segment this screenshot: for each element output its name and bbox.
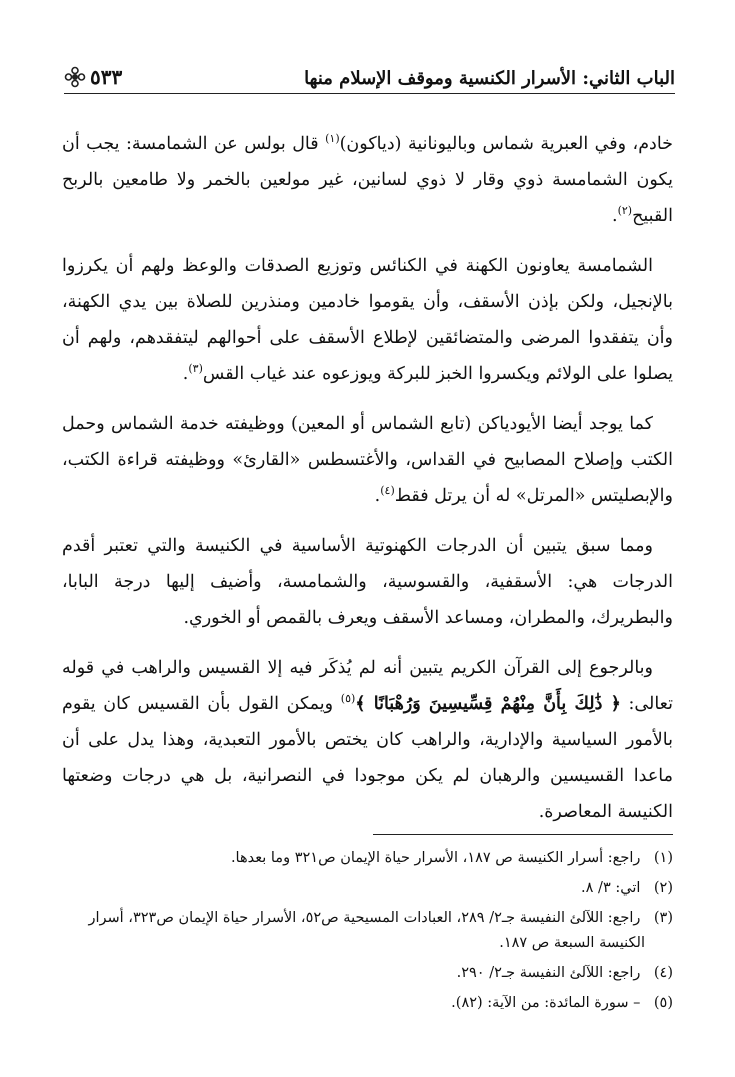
- paragraph: الشمامسة يعاونون الكهنة في الكنائس وتوزيع الصدقات والوعظ ولهم أن يكرزوا بالإنجيل، ولكن بإذن الأسقف، وأن يقوموا خادمين ومنذرين للصلاة بين يدي الكهنة، وأن يتفقدوا المرضى والمتضائقين لإطلاع الأسقف على أحوالهم ليتفقدهم، ولهم أن يصلوا على الولائم ويكسروا الخبز للبركة ويوزعوه عند غياب القس$^{(٣)}$.: [62, 256, 673, 384]
- floral-ornament-icon: [64, 66, 86, 88]
- paragraph: وبالرجوع إلى القرآن الكريم يتبين أنه لم يُذكَر فيه إلا القسيس والراهب في قوله تعالى: ﴿ ذَٰلِكَ بِأَنَّ مِنْهُمْ قِسِّيسِينَ وَرُهْبَانًا ﴾$^{(٥)}$ ويمكن القول بأن القسيس كان يقوم بالأمور السياسية والإدارية، والراهب كان يختص بالأمور التعبدية، وهذا يدل على أن ماعدا القسيسين والرهبان لم يكن موجودا في النصرانية، بل هي درجات وضعتها الكنيسة المعاصرة.: [62, 658, 673, 822]
- paragraph: ومما سبق يتبين أن الدرجات الكهنوتية الأساسية في الكنيسة والتي تعتبر أقدم الدرجات هي: الأسقفية، والقسوسية، والشمامسة، وأضيف إليها درجة البابا، والبطريرك، والمطران، ومساعد الأسقف ويعرف بالقمص أو الخوري.: [62, 536, 673, 628]
- quran-verse: ﴿ ذَٰلِكَ بِأَنَّ مِنْهُمْ قِسِّيسِينَ وَرُهْبَانًا ﴾: [355, 694, 621, 714]
- footnote-ref: (٢): [617, 204, 633, 218]
- footnotes: [62, 846, 673, 1021]
- footnote-item: (٢) اتي: ٣/ ٨.: [581, 880, 673, 896]
- footnote-ref: (٥): [340, 692, 356, 706]
- page-number-block: [64, 65, 122, 89]
- footnote-item: (٣) راجع: اللآلئ النفيسة جـ٢/ ٢٨٩، العبادات المسيحية ص٥٢، الأسرار حياة الإيمان ص٣٢٣، أسرار الكنيسة السبعة ص ١٨٧.: [88, 910, 673, 951]
- main-text: [62, 126, 673, 844]
- footnote-item: (٥) – سورة المائدة: من الآية: (٨٢).: [451, 995, 673, 1011]
- chapter-title: الباب الثاني: الأسرار الكنسية وموقف الإسلام منها: [304, 68, 675, 89]
- page-number: ٥٣٣: [90, 65, 123, 89]
- footnote-ref: (٣): [188, 362, 203, 376]
- paragraph: خادم، وفي العبرية شماس وباليونانية (دياكون)$^{(١)}$ قال بولس عن الشمامسة: يجب أن يكون الشمامسة ذوي وقار لا ذوي لسانين، غير مولعين بالخمر ولا طامعين بالربح القبيح$^{(٢)}$.: [62, 132, 673, 226]
- running-header: [64, 52, 675, 94]
- footnote-item: (١) راجع: أسرار الكنيسة ص ١٨٧، الأسرار حياة الإيمان ص٣٢١ وما بعدها.: [230, 850, 673, 866]
- footnote-ref: (٤): [380, 484, 395, 498]
- footnote-divider: [373, 834, 673, 835]
- footnote-item: (٤) راجع: اللآلئ النفيسة جـ٢/ ٢٩٠.: [456, 965, 673, 981]
- paragraph: كما يوجد أيضا الأيودياكن (تابع الشماس أو المعين) ووظيفته خدمة الشماس وحمل الكتب وإصلاح المصابيح في القداس، والأغتسطس «القارئ» ووظيفته قراءة الكتب، والإبصليتس «المرتل» له أن يرتل فقط$^{(٤)}$.: [62, 414, 673, 506]
- footnote-ref: (١): [325, 132, 340, 146]
